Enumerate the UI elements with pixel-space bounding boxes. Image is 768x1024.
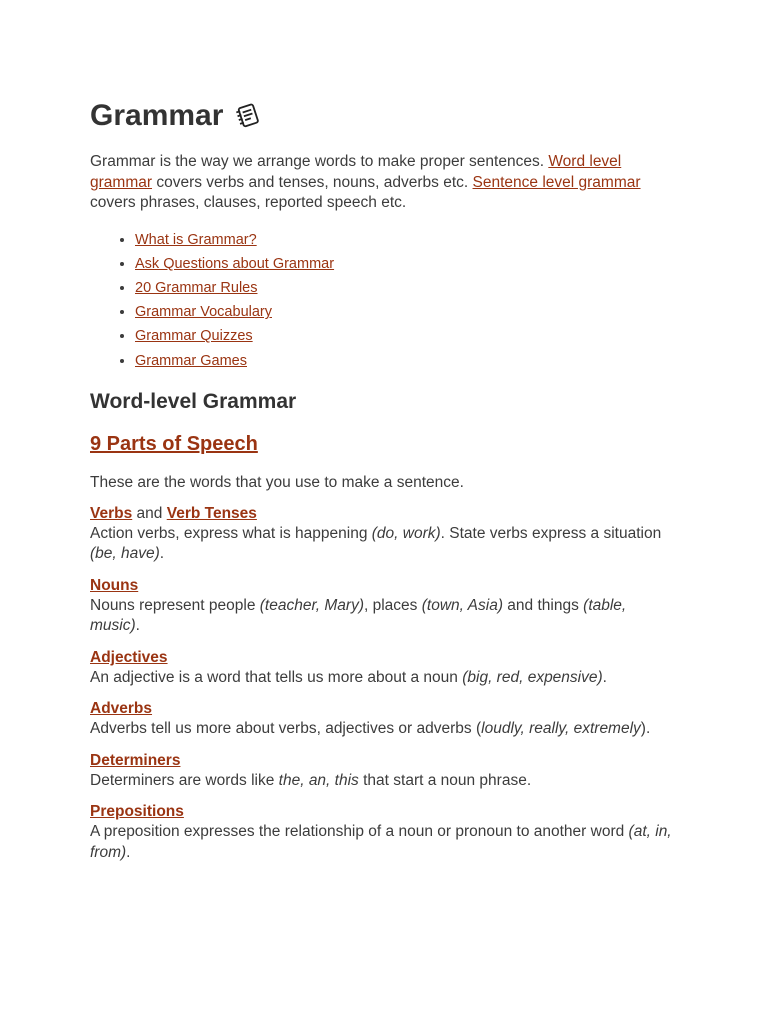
- term-description: Determiners are words like the, an, this that start a noun phrase.: [90, 771, 532, 789]
- page-title-text: Grammar: [90, 99, 224, 132]
- grammar-vocabulary-link[interactable]: Grammar Vocabulary: [135, 304, 272, 321]
- word-level-grammar-link[interactable]: Word level grammar: [90, 153, 622, 191]
- list-item: [135, 300, 680, 324]
- what-is-grammar-link[interactable]: What is Grammar?: [135, 231, 257, 248]
- article: [90, 96, 680, 863]
- page-title: [90, 96, 680, 136]
- section-heading: Word-level Grammar: [90, 389, 297, 413]
- parts-of-speech-link[interactable]: 9 Parts of Speech: [90, 432, 258, 455]
- sentence-level-grammar-link[interactable]: Sentence level grammar: [472, 173, 641, 191]
- term-determiners: [90, 751, 680, 792]
- grammar-links-list: [90, 228, 680, 373]
- verbs-link[interactable]: Verbs: [90, 504, 133, 522]
- list-item: [135, 324, 680, 348]
- prepositions-link[interactable]: Prepositions: [90, 803, 184, 821]
- intro-text: covers phrases, clauses, reported speech etc.: [90, 194, 407, 211]
- ask-questions-link[interactable]: Ask Questions about Grammar: [135, 255, 335, 272]
- term-description: A preposition expresses the relationship of a noun or pronoun to another word (at, in, from).: [90, 823, 672, 861]
- term-adverbs: [90, 699, 680, 740]
- list-item: [135, 276, 680, 300]
- notebook-icon: [233, 101, 263, 131]
- term-title: [90, 504, 680, 524]
- grammar-games-link[interactable]: Grammar Games: [135, 352, 247, 369]
- term-title: [90, 576, 680, 596]
- term-description: Action verbs, express what is happening (do, work). State verbs express a situation (be, have).: [90, 524, 662, 563]
- list-item: [135, 252, 680, 276]
- term-title: [90, 699, 680, 719]
- grammar-quizzes-link[interactable]: Grammar Quizzes: [135, 328, 253, 345]
- intro-text: covers verbs and tenses, nouns, adverbs etc.: [152, 173, 473, 191]
- list-item: [135, 349, 680, 373]
- intro-text: Grammar is the way we arrange words to make proper sentences.: [90, 153, 549, 170]
- determiners-link[interactable]: Determiners: [90, 751, 181, 769]
- subsection-heading: [90, 429, 680, 459]
- intro-paragraph: [90, 152, 680, 214]
- term-nouns: [90, 576, 680, 637]
- verb-tenses-link[interactable]: Verb Tenses: [166, 504, 257, 522]
- list-item: [135, 228, 680, 252]
- term-title: [90, 648, 680, 668]
- term-joiner: and: [132, 504, 167, 522]
- grammar-rules-link[interactable]: 20 Grammar Rules: [135, 279, 258, 296]
- term-title: [90, 751, 680, 771]
- adverbs-link[interactable]: Adverbs: [90, 700, 153, 718]
- term-verbs: [90, 504, 680, 565]
- lead-text: These are the words that you use to make a sentence.: [90, 473, 464, 491]
- nouns-link[interactable]: Nouns: [90, 576, 139, 594]
- term-title: [90, 802, 680, 822]
- adjectives-link[interactable]: Adjectives: [90, 648, 168, 666]
- term-description: An adjective is a word that tells us more about a noun (big, red, expensive).: [90, 668, 607, 686]
- term-adjectives: [90, 648, 680, 689]
- term-description: Adverbs tell us more about verbs, adjectives or adverbs (loudly, really, extremely).: [90, 720, 651, 738]
- term-prepositions: [90, 802, 680, 863]
- term-description: Nouns represent people (teacher, Mary), places (town, Asia) and things (table, music).: [90, 596, 627, 635]
